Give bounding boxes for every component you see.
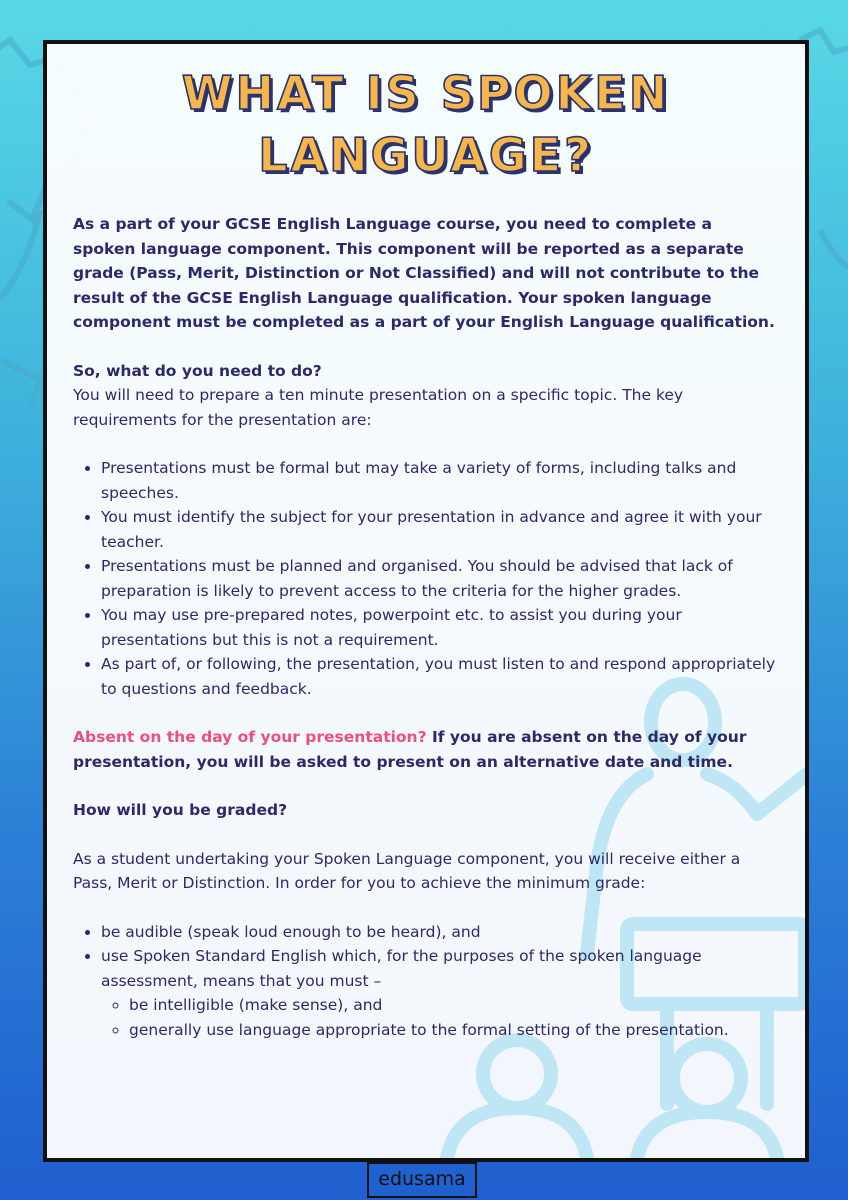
main-content <box>47 62 805 1042</box>
arc-decoration-icon <box>0 210 40 300</box>
spacer <box>73 432 779 456</box>
absent-text: If you are absent on the day of your presentation, you will be asked to present on an alternative date and time. <box>73 728 747 771</box>
graded-heading: How will you be graded? <box>73 801 288 819</box>
intro-paragraph: As a part of your GCSE English Language course, you need to complete a spoken language component. This component will be reported as a separate grade (Pass, Merit, Distinction or Not Classified) and will not contribute to the result of the GCSE English Language qualification. Your spoken language component must be completed as a part of your English Language qualification. <box>73 215 775 331</box>
audience-head-icon <box>483 1040 551 1108</box>
audience-head-icon-2 <box>673 1044 741 1112</box>
list-item: • As part of, or following, the presentation, you must listen to and respond appropriately to questions and feedback. <box>101 652 779 701</box>
requirements-list <box>73 456 779 701</box>
title-line-1: WHAT IS SPOKEN <box>181 66 671 120</box>
list-item: • You must identify the subject for your presentation in advance and agree it with your teacher. <box>101 505 779 554</box>
list-item: • Presentations must be formal but may take a variety of forms, including talks and speeches. <box>101 456 779 505</box>
sub-list-item: ◦ be intelligible (make sense), and <box>129 993 779 1018</box>
spacer <box>73 896 779 920</box>
absent-paragraph <box>73 725 779 774</box>
spacer <box>73 701 779 725</box>
list-item <box>101 944 779 1042</box>
content-card <box>43 40 809 1162</box>
graded-text: As a student undertaking your Spoken Language component, you will receive either a Pass, Merit or Distinction. In order for you to achieve the minimum grade: <box>73 849 741 892</box>
spacer <box>73 774 779 798</box>
arc-right-icon <box>820 230 848 270</box>
title-line-2: LANGUAGE? <box>258 128 594 182</box>
list-item-text: use Spoken Standard English which, for the purposes of the spoken language assessment, means that you must – <box>101 947 702 990</box>
list-item: • You may use pre-prepared notes, powerpoint etc. to assist you during your presentations but this is not a requirement. <box>101 603 779 652</box>
brand-logo: edusama <box>367 1162 477 1198</box>
todo-text: You will need to prepare a ten minute presentation on a specific topic. The key requirements for the presentation are: <box>73 386 684 429</box>
list-item: • Presentations must be planned and organised. You should be advised that lack of preparation is likely to prevent access to the criteria for the higher grades. <box>101 554 779 603</box>
spacer <box>73 335 779 359</box>
sub-list-item: ◦ generally use language appropriate to the formal setting of the presentation. <box>129 1018 779 1043</box>
spacer <box>73 823 779 847</box>
todo-heading: So, what do you need to do? <box>73 361 322 380</box>
sub-list <box>101 993 779 1042</box>
audience-body-icon <box>447 1108 777 1158</box>
page-title <box>73 62 779 186</box>
grading-list <box>73 920 779 1043</box>
absent-highlight: Absent on the day of your presentation? <box>73 728 427 746</box>
list-item: • be audible (speak loud enough to be heard), and <box>101 920 779 945</box>
line-decoration-icon <box>0 360 40 410</box>
